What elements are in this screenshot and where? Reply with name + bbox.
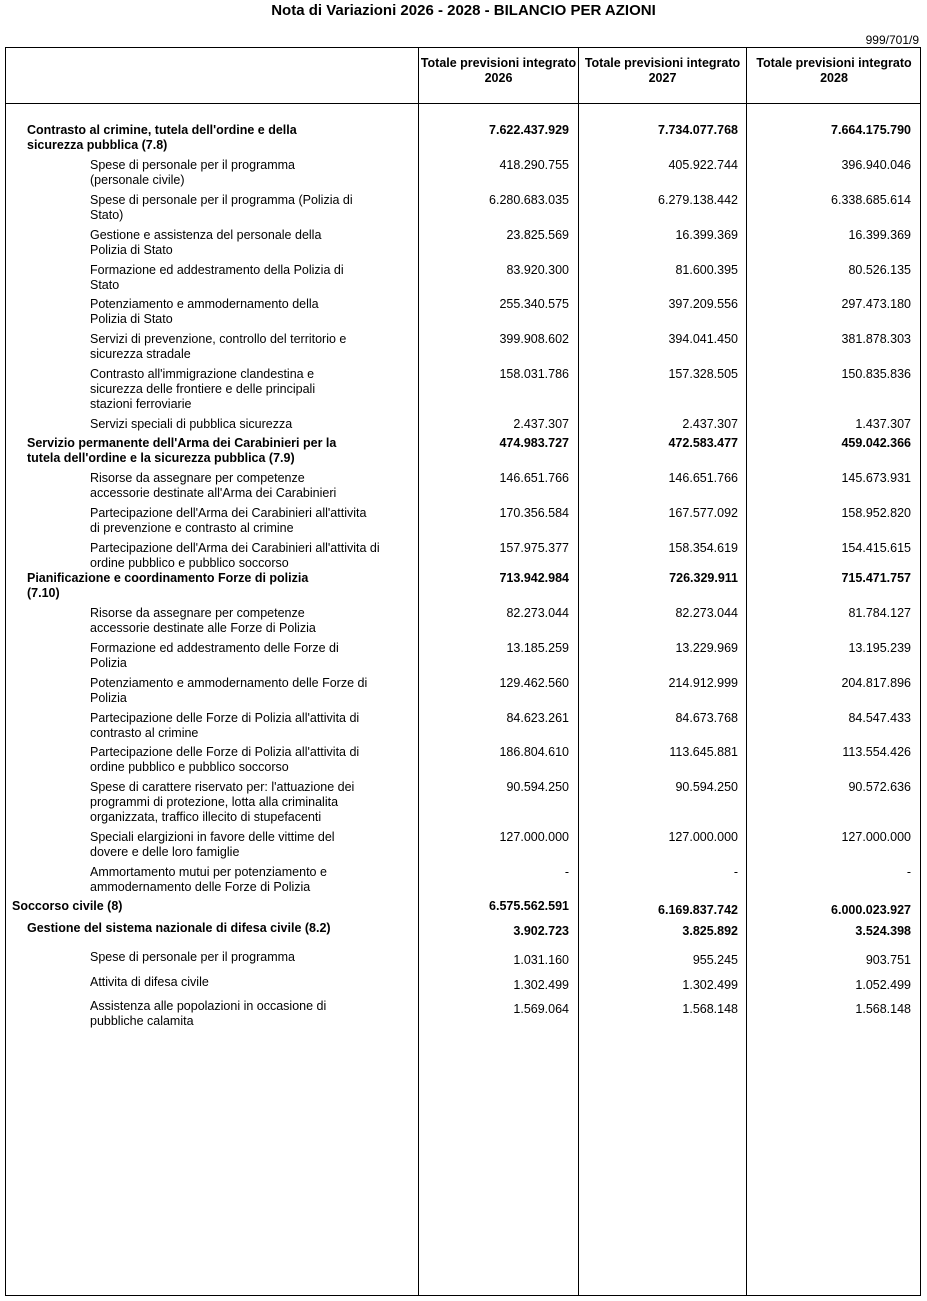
value-cell-2026: 157.975.377 bbox=[499, 541, 569, 555]
column-divider bbox=[578, 47, 579, 1296]
value-cell-2028: 13.195.239 bbox=[848, 641, 911, 655]
value-cell-2027: - bbox=[733, 865, 738, 879]
value-cell-2026: 146.651.766 bbox=[499, 471, 569, 485]
column-divider bbox=[746, 47, 747, 1296]
row-label: Ammortamento mutui per potenziamento e ammodernamento delle Forze di Polizia bbox=[90, 865, 327, 894]
value-cell-2027: 7.734.077.768 bbox=[658, 123, 738, 137]
value-cell-2028: 154.415.615 bbox=[841, 541, 911, 555]
value-cell-2028: 715.471.757 bbox=[841, 571, 911, 585]
value-cell-2026: 1.031.160 bbox=[513, 953, 569, 967]
value-cell-2027: 158.354.619 bbox=[668, 541, 738, 555]
row-label: Spese di personale per il programma (Polizia di Stato) bbox=[90, 193, 353, 222]
value-cell-2026: 23.825.569 bbox=[506, 228, 569, 242]
value-cell-2026: 90.594.250 bbox=[506, 780, 569, 794]
value-cell-2027: 127.000.000 bbox=[668, 830, 738, 844]
value-cell-2028: 158.952.820 bbox=[841, 506, 911, 520]
value-cell-2026: 1.569.064 bbox=[513, 1002, 569, 1016]
value-cell-2026: 255.340.575 bbox=[499, 297, 569, 311]
value-cell-2028: 204.817.896 bbox=[841, 676, 911, 690]
document-code: 999/701/9 bbox=[865, 33, 919, 47]
value-cell-2027: 84.673.768 bbox=[675, 711, 738, 725]
value-cell-2027: 955.245 bbox=[692, 953, 738, 967]
value-cell-2027: 13.229.969 bbox=[675, 641, 738, 655]
row-label: Speciali elargizioni in favore delle vittime del dovere e delle loro famiglie bbox=[90, 830, 335, 859]
value-cell-2026: 399.908.602 bbox=[499, 332, 569, 346]
value-cell-2026: 713.942.984 bbox=[499, 571, 569, 585]
value-cell-2026: 2.437.307 bbox=[513, 417, 569, 431]
value-cell-2028: 90.572.636 bbox=[848, 780, 911, 794]
row-label: Risorse da assegnare per competenze accessorie destinate all'Arma dei Carabinieri bbox=[90, 471, 337, 500]
value-cell-2027: 1.302.499 bbox=[682, 978, 738, 992]
value-cell-2027: 3.825.892 bbox=[682, 924, 738, 938]
value-cell-2026: 6.280.683.035 bbox=[489, 193, 569, 207]
value-cell-2028: 3.524.398 bbox=[855, 924, 911, 938]
row-label: Potenziamento e ammodernamento delle Forze di Polizia bbox=[90, 676, 368, 705]
value-cell-2027: 6.169.837.742 bbox=[658, 903, 738, 917]
value-cell-2028: 6.338.685.614 bbox=[831, 193, 911, 207]
row-label: Servizi di prevenzione, controllo del territorio e sicurezza stradale bbox=[90, 332, 347, 361]
row-label: Attivita di difesa civile bbox=[90, 975, 209, 989]
header-divider bbox=[5, 103, 921, 104]
value-cell-2028: 7.664.175.790 bbox=[831, 123, 911, 137]
value-cell-2026: 418.290.755 bbox=[499, 158, 569, 172]
value-cell-2027: 90.594.250 bbox=[675, 780, 738, 794]
row-label: Partecipazione delle Forze di Polizia all'attivita di contrasto al crimine bbox=[90, 711, 360, 740]
value-cell-2026: 84.623.261 bbox=[506, 711, 569, 725]
value-cell-2027: 82.273.044 bbox=[675, 606, 738, 620]
value-cell-2027: 81.600.395 bbox=[675, 263, 738, 277]
value-cell-2026: 474.983.727 bbox=[499, 436, 569, 450]
value-cell-2027: 167.577.092 bbox=[668, 506, 738, 520]
value-cell-2027: 472.583.477 bbox=[668, 436, 738, 450]
value-cell-2028: 396.940.046 bbox=[841, 158, 911, 172]
column-header-2026: Totale previsioni integrato 2026 bbox=[420, 56, 577, 85]
row-label: Servizio permanente dell'Arma dei Carabinieri per la tutela dell'ordine e la sicurezza pubblica (7.9) bbox=[27, 436, 337, 465]
value-cell-2026: 83.920.300 bbox=[506, 263, 569, 277]
value-cell-2028: - bbox=[906, 865, 911, 879]
value-cell-2028: 150.835.836 bbox=[841, 367, 911, 381]
row-label: Potenziamento e ammodernamento della Polizia di Stato bbox=[90, 297, 319, 326]
value-cell-2026: 13.185.259 bbox=[506, 641, 569, 655]
value-cell-2026: 6.575.562.591 bbox=[489, 899, 569, 913]
value-cell-2028: 113.554.426 bbox=[842, 745, 911, 759]
row-label: Spese di carattere riservato per: l'attuazione dei programmi di protezione, lotta alla criminalita organizzata, traffico illecito di stupefacenti bbox=[90, 780, 355, 824]
row-label: Risorse da assegnare per competenze accessorie destinate alle Forze di Polizia bbox=[90, 606, 316, 635]
row-label: Formazione ed addestramento delle Forze di Polizia bbox=[90, 641, 339, 670]
value-cell-2027: 157.328.505 bbox=[668, 367, 738, 381]
value-cell-2026: 7.622.437.929 bbox=[489, 123, 569, 137]
value-cell-2027: 405.922.744 bbox=[668, 158, 738, 172]
value-cell-2028: 127.000.000 bbox=[841, 830, 911, 844]
value-cell-2026: 186.804.610 bbox=[499, 745, 569, 759]
value-cell-2026: 127.000.000 bbox=[499, 830, 569, 844]
row-label: Spese di personale per il programma (personale civile) bbox=[90, 158, 295, 187]
value-cell-2028: 1.052.499 bbox=[855, 978, 911, 992]
column-header-2028: Totale previsioni integrato 2028 bbox=[756, 56, 912, 85]
value-cell-2027: 16.399.369 bbox=[675, 228, 738, 242]
row-label: Assistenza alle popolazioni in occasione di pubbliche calamita bbox=[90, 999, 327, 1028]
value-cell-2026: 170.356.584 bbox=[499, 506, 569, 520]
row-label: Contrasto all'immigrazione clandestina e sicurezza delle frontiere e delle principali stazioni ferroviarie bbox=[90, 367, 316, 411]
value-cell-2027: 397.209.556 bbox=[668, 297, 738, 311]
row-label: Contrasto al crimine, tutela dell'ordine e della sicurezza pubblica (7.8) bbox=[27, 123, 297, 152]
value-cell-2028: 16.399.369 bbox=[848, 228, 911, 242]
value-cell-2026: 129.462.560 bbox=[499, 676, 569, 690]
column-header-2027: Totale previsioni integrato 2027 bbox=[584, 56, 741, 85]
value-cell-2027: 394.041.450 bbox=[668, 332, 738, 346]
row-label: Partecipazione dell'Arma dei Carabinieri all'attivita di ordine pubblico e pubblico soccorso bbox=[90, 541, 380, 570]
value-cell-2028: 903.751 bbox=[865, 953, 911, 967]
row-label: Pianificazione e coordinamento Forze di polizia (7.10) bbox=[27, 571, 309, 600]
value-cell-2027: 214.912.999 bbox=[668, 676, 738, 690]
value-cell-2027: 146.651.766 bbox=[668, 471, 738, 485]
page-title: Nota di Variazioni 2026 - 2028 - BILANCIO PER AZIONI bbox=[271, 2, 656, 19]
value-cell-2028: 81.784.127 bbox=[848, 606, 911, 620]
value-cell-2026: - bbox=[564, 865, 569, 879]
value-cell-2028: 1.568.148 bbox=[855, 1002, 911, 1016]
row-label: Formazione ed addestramento della Polizia di Stato bbox=[90, 263, 344, 292]
row-label: Partecipazione dell'Arma dei Carabinieri all'attivita di prevenzione e contrasto al crimine bbox=[90, 506, 367, 535]
value-cell-2026: 1.302.499 bbox=[513, 978, 569, 992]
value-cell-2028: 1.437.307 bbox=[855, 417, 911, 431]
row-label: Servizi speciali di pubblica sicurezza bbox=[90, 417, 293, 431]
value-cell-2026: 82.273.044 bbox=[506, 606, 569, 620]
value-cell-2028: 381.878.303 bbox=[841, 332, 911, 346]
value-cell-2028: 84.547.433 bbox=[848, 711, 911, 725]
value-cell-2027: 6.279.138.442 bbox=[658, 193, 738, 207]
value-cell-2028: 145.673.931 bbox=[841, 471, 911, 485]
row-label: Gestione e assistenza del personale della Polizia di Stato bbox=[90, 228, 322, 257]
value-cell-2028: 297.473.180 bbox=[841, 297, 911, 311]
value-cell-2026: 3.902.723 bbox=[513, 924, 569, 938]
row-label: Spese di personale per il programma bbox=[90, 950, 295, 964]
value-cell-2028: 6.000.023.927 bbox=[831, 903, 911, 917]
value-cell-2027: 1.568.148 bbox=[682, 1002, 738, 1016]
value-cell-2026: 158.031.786 bbox=[499, 367, 569, 381]
value-cell-2027: 113.645.881 bbox=[669, 745, 738, 759]
value-cell-2028: 459.042.366 bbox=[841, 436, 911, 450]
row-label: Soccorso civile (8) bbox=[12, 899, 123, 913]
value-cell-2027: 2.437.307 bbox=[682, 417, 738, 431]
row-label: Partecipazione delle Forze di Polizia all'attivita di ordine pubblico e pubblico soccorso bbox=[90, 745, 360, 774]
row-label: Gestione del sistema nazionale di difesa civile (8.2) bbox=[27, 921, 331, 935]
value-cell-2027: 726.329.911 bbox=[669, 571, 738, 585]
value-cell-2028: 80.526.135 bbox=[848, 263, 911, 277]
